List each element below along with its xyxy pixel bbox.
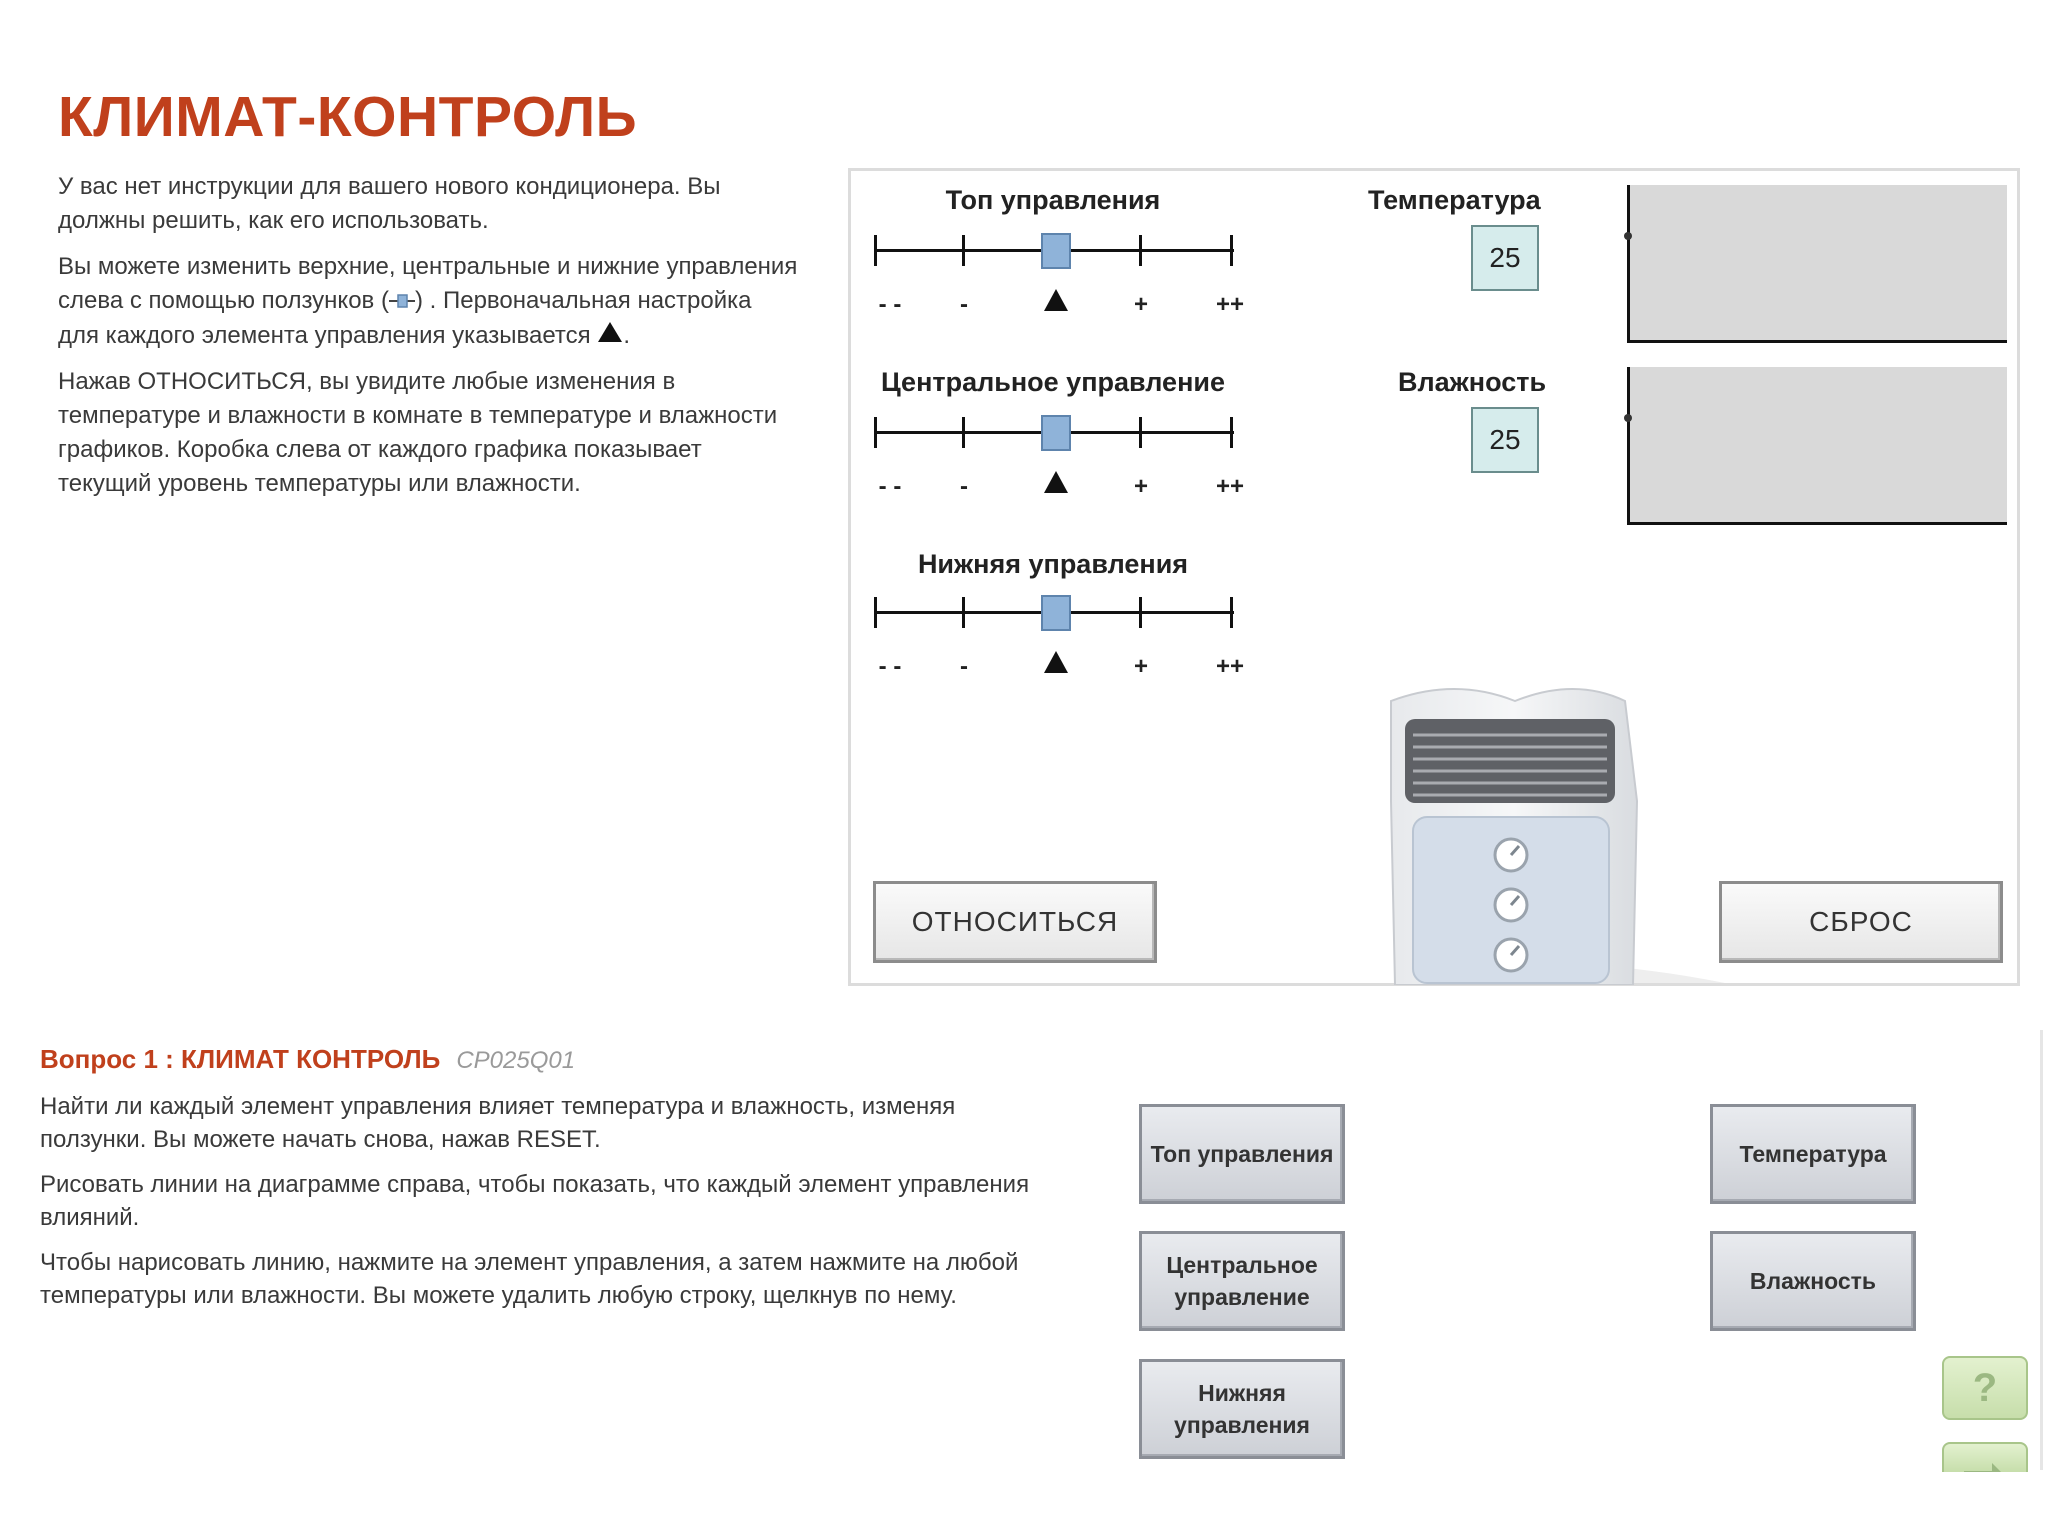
intro-paragraph-3: Нажав ОТНОСИТЬСЯ, вы увидите любые изменения в температуре и влажности в комнате в температуре и влажности графиков. Коробка слева от каждого графика показывает текущий уровень температуры или влажности.	[58, 368, 778, 498]
slider-thumb-icon	[389, 285, 415, 319]
tick-label-low: -	[960, 473, 968, 500]
tick-label-low: -	[960, 653, 968, 680]
initial-setting-marker-icon	[1044, 289, 1068, 311]
slider-tick	[1230, 597, 1233, 628]
central-control-slider-thumb[interactable]	[1041, 415, 1071, 451]
page-title: КЛИМАТ-КОНТРОЛЬ	[58, 85, 638, 149]
slider-tick	[1139, 235, 1142, 266]
top-control-slider[interactable]	[874, 205, 1245, 318]
scrollbar-edge	[2040, 1030, 2043, 1470]
intro-paragraph-2	[58, 250, 798, 353]
initial-setting-triangle-icon	[597, 319, 623, 353]
slider-tick	[962, 417, 965, 448]
tick-label-very-high: ++	[1215, 291, 1245, 318]
temperature-label: Температура	[1368, 185, 1541, 215]
question-text	[40, 1090, 1060, 1324]
diagram-humidity-button[interactable]: Влажность	[1710, 1231, 1916, 1331]
tick-label-very-low: - -	[878, 473, 902, 500]
diagram-central-control-button[interactable]: Центральное управление	[1139, 1231, 1345, 1331]
humidity-label: Влажность	[1398, 367, 1547, 397]
intro-paragraph-2-end: .	[623, 321, 630, 349]
slider-tick	[1230, 235, 1233, 266]
temperature-value-box: 25	[1471, 225, 1539, 291]
top-control-slider-thumb[interactable]	[1041, 233, 1071, 269]
humidity-graph	[1627, 367, 2007, 525]
tick-label-high: +	[1133, 473, 1148, 500]
top-control-label: Топ управления	[945, 185, 1161, 215]
slider-tick	[962, 235, 965, 266]
bottom-control-slider[interactable]	[874, 567, 1245, 680]
intro-text	[58, 170, 798, 513]
slider-tick	[874, 235, 877, 266]
arrow-right-icon	[1960, 1450, 2010, 1472]
question-header	[40, 1044, 575, 1075]
humidity-graph-start-point	[1624, 414, 1632, 422]
apply-button[interactable]: ОТНОСИТЬСЯ	[873, 881, 1157, 963]
intro-paragraph-2-middle: ) . Первоначальная настройка для каждого элемента управления указывается	[58, 287, 752, 349]
air-conditioner-illustration	[1365, 671, 1725, 985]
slider-tick	[1139, 597, 1142, 628]
diagram-top-control-button[interactable]: Топ управления	[1139, 1104, 1345, 1204]
diagram-temperature-button[interactable]: Температура	[1710, 1104, 1916, 1204]
temperature-graph-start-point	[1624, 232, 1632, 240]
question-paragraph-2: Рисовать линии на диаграмме справа, чтобы показать, что каждый элемент управления влияний.	[40, 1171, 1030, 1231]
central-control-slider[interactable]	[874, 387, 1245, 500]
slider-tick	[962, 597, 965, 628]
tick-label-very-high: ++	[1215, 473, 1245, 500]
reset-button[interactable]: СБРОС	[1719, 881, 2003, 963]
tick-label-high: +	[1133, 653, 1148, 680]
next-button[interactable]	[1942, 1442, 2028, 1472]
initial-setting-marker-icon	[1044, 471, 1068, 493]
bottom-control-slider-thumb[interactable]	[1041, 595, 1071, 631]
intro-paragraph-2-start: Вы можете изменить верхние, центральные и нижние управления слева с помощью ползунков (	[58, 253, 798, 314]
question-paragraph-3: Чтобы нарисовать линию, нажмите на элемент управления, а затем нажмите на любой температуры или влажности. Вы можете удалить любую строку, щелкнув по нему.	[40, 1249, 1019, 1309]
tick-label-high: +	[1133, 291, 1148, 318]
slider-tick	[1230, 417, 1233, 448]
question-title: Вопрос 1 : КЛИМАТ КОНТРОЛЬ	[40, 1044, 441, 1074]
help-button[interactable]: ?	[1942, 1356, 2028, 1420]
intro-paragraph-1: У вас нет инструкции для вашего нового кондиционера. Вы должны решить, как его использовать.	[58, 173, 721, 234]
tick-label-very-low: - -	[878, 291, 902, 318]
tick-label-very-low: - -	[878, 653, 902, 680]
slider-tick	[874, 417, 877, 448]
initial-setting-marker-icon	[1044, 651, 1068, 673]
bottom-control-label: Нижняя управления	[917, 549, 1189, 579]
diagram-bottom-control-button[interactable]: Нижняя управления	[1139, 1359, 1345, 1459]
tick-label-low: -	[960, 291, 968, 318]
temperature-graph	[1627, 185, 2007, 343]
simulation-panel	[848, 168, 2020, 986]
slider-tick	[1139, 417, 1142, 448]
tick-label-very-high: ++	[1215, 653, 1245, 680]
humidity-value-box: 25	[1471, 407, 1539, 473]
slider-tick	[874, 597, 877, 628]
question-paragraph-1: Найти ли каждый элемент управления влияет температура и влажность, изменяя ползунки. Вы можете начать снова, нажав RESET.	[40, 1093, 956, 1153]
question-code: CP025Q01	[456, 1047, 576, 1074]
central-control-label: Центральное управление	[881, 367, 1225, 397]
